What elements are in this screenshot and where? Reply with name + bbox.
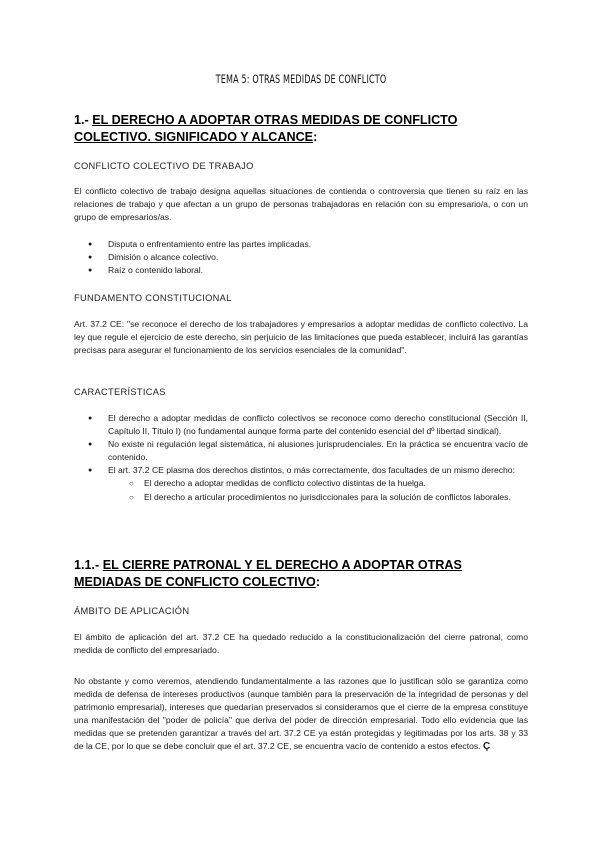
section-1-colon: :	[313, 130, 318, 144]
paragraph-conflicto-definition: El conflicto colectivo de trabajo designa aquellas situaciones de contienda o controversia que tienen su raíz en las relaciones de trabajo y que afectan a un grupo de personas trabajadoras en relación con su empresario/a, o con un grupo de empresarios/as.	[74, 186, 528, 223]
subheading-ambito: ÁMBITO DE APLICACIÓN	[74, 606, 190, 616]
list-item: ● No existe ni regulación legal sistemática, ni alusiones jurisprudenciales. En la práctica se encuentra vacío de contenido.	[74, 438, 528, 464]
sub-list-item: ○ El derecho a adoptar medidas de conflicto colectivo distintas de la huelga.	[108, 477, 528, 490]
paragraph-text: No obstante y como veremos, atendiendo fundamentalmente a las razones que lo justifican sólo se garantiza como medida de defensa de intereses productivos (aunque también para la preservación de la integridad de personas y del patrimonio empresarial), intereses que quedarían preservados si consideramos que el cierre de la empresa constituye una manifestación del "poder de policía" que deriva del poder de dirección empresarial. Todo ello evidencia que las medidas que se pretenden garantizar a través del art. 37.2 CE ya están protegidas y legitimadas por los arts. 38 y 33 de la CE, por lo que se debe concluir que el art. 37.2 CE, se encuentra vacío de contenido a estos efectos.	[74, 676, 528, 752]
list-item: ● Dimisión o alcance colectivo.	[74, 251, 528, 264]
paragraph-art-37-2: Art. 37.2 CE: "se reconoce el derecho de los trabajadores y empresarios a adoptar medidas de conflicto colectivo. La ley que regule el ejercicio de este derecho, sin perjuicio de las limitaciones que pueda establecer, incluirá las garantías precisas para asegurar el funcionamiento de los servicios esenciales de la comunidad".	[74, 319, 528, 356]
end-mark: Ç	[482, 741, 491, 753]
list-item	[74, 464, 528, 503]
document-title: TEMA 5: OTRAS MEDIDAS DE CONFLICTO	[215, 72, 387, 86]
list-item-text: El art. 37.2 CE plasma dos derechos distintos, o más correctamente, dos facultades de un mismo derecho:	[108, 465, 515, 476]
subheading-fundamento: FUNDAMENTO CONSTITUCIONAL	[74, 293, 232, 303]
list-item: ● Raíz o contenido laboral.	[74, 264, 528, 277]
subheading-caracteristicas: CARACTERÍSTICAS	[74, 387, 166, 397]
section-1-number: 1.-	[74, 113, 89, 127]
section-1-1-title: EL CIERRE PATRONAL Y EL DERECHO A ADOPTAR OTRAS MEDIADAS DE CONFLICTO COLECTIVO	[74, 558, 462, 589]
section-1-1-number: 1.1.-	[74, 558, 100, 572]
paragraph-ambito: El ámbito de aplicación del art. 37.2 CE ha quedado reducido a la constitucionalización del cierre patronal, como medida de conflicto del empresariado.	[74, 632, 528, 656]
subheading-conflicto-colectivo: CONFLICTO COLECTIVO DE TRABAJO	[74, 161, 254, 171]
section-1-1-colon: :	[315, 575, 321, 589]
sub-list-item: ○ El derecho a articular procedimientos no jurisdiccionales para la solución de conflictos laborales.	[108, 491, 528, 504]
section-1-1-heading	[74, 557, 528, 591]
sub-bullet-list	[108, 477, 528, 503]
section-1-heading	[74, 112, 528, 146]
list-item: ● Disputa o enfrentamiento entre las partes implicadas.	[74, 238, 528, 251]
list-item: ● El derecho a adoptar medidas de conflicto colectivos se reconoce como derecho constitucional (Sección II, Capítulo II, Título I) (no fundamental aunque forma parte del contenido esencial del dº libertad sindical).	[74, 412, 528, 438]
section-1-title: EL DERECHO A ADOPTAR OTRAS MEDIDAS DE CONFLICTO COLECTIVO. SIGNIFICADO Y ALCANCE	[74, 113, 458, 144]
paragraph-no-obstante	[74, 675, 528, 754]
bullet-list-characteristics	[74, 412, 528, 504]
bullet-list-conflict-features	[74, 238, 528, 277]
